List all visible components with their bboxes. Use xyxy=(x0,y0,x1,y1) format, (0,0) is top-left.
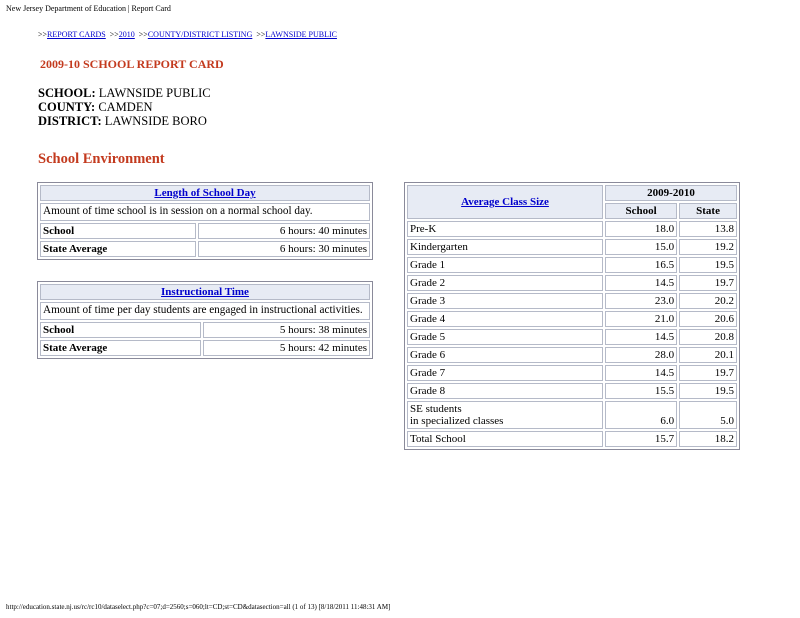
length-of-day-description: Amount of time school is in session on a normal school day. xyxy=(40,203,370,221)
instructional-time-table xyxy=(37,281,373,359)
table-row: State Average 6 hours: 30 minutes xyxy=(40,241,370,257)
table-row: Kindergarten 15.0 19.2 xyxy=(407,239,737,255)
breadcrumb: >>REPORT CARDS >>2010 >>COUNTY/DISTRICT LISTING >>LAWNSIDE PUBLIC xyxy=(38,30,337,39)
table-row: Grade 2 14.5 19.7 xyxy=(407,275,737,291)
table-row: Grade 7 14.5 19.7 xyxy=(407,365,737,381)
table-row: Pre-K 18.0 13.8 xyxy=(407,221,737,237)
section-title: School Environment xyxy=(38,151,165,167)
table-row: Total School 15.7 18.2 xyxy=(407,431,737,447)
average-class-size-table xyxy=(404,182,740,450)
breadcrumb-report-cards[interactable]: REPORT CARDS xyxy=(47,30,106,39)
table-row: SE students in specialized classes 6.0 5.0 xyxy=(407,401,737,429)
table-row: Grade 1 16.5 19.5 xyxy=(407,257,737,273)
table-row: School 5 hours: 38 minutes xyxy=(40,322,370,338)
school-column-header: School xyxy=(605,203,677,219)
table-row: Grade 8 15.5 19.5 xyxy=(407,383,737,399)
table-row: Grade 4 21.0 20.6 xyxy=(407,311,737,327)
report-title: 2009-10 SCHOOL REPORT CARD xyxy=(40,57,224,71)
school-name: LAWNSIDE PUBLIC xyxy=(98,86,211,100)
length-of-school-day-table xyxy=(37,182,373,260)
table-row: State Average 5 hours: 42 minutes xyxy=(40,340,370,356)
district-name: LAWNSIDE BORO xyxy=(104,114,207,128)
year-header: 2009-2010 xyxy=(605,185,737,201)
county-name: CAMDEN xyxy=(98,100,153,114)
page-footer-url: http://education.state.nj.us/rc/rc10/dataselect.php?c=07;d=2560;s=060;lt=CD;st=CD&datasection=all (1 of 13) [8/18/2011 11:48:31 AM] xyxy=(6,603,391,611)
breadcrumb-lawnside-public[interactable]: LAWNSIDE PUBLIC xyxy=(265,30,337,39)
table-row: School 6 hours: 40 minutes xyxy=(40,223,370,239)
breadcrumb-county-district-listing[interactable]: COUNTY/DISTRICT LISTING xyxy=(147,30,253,39)
page-header: New Jersey Department of Education | Report Card xyxy=(6,4,171,13)
instructional-time-link[interactable]: Instructional Time xyxy=(161,286,249,298)
table-row: Grade 5 14.5 20.8 xyxy=(407,329,737,345)
table-row: Grade 3 23.0 20.2 xyxy=(407,293,737,309)
instructional-time-description: Amount of time per day students are engaged in instructional activities. xyxy=(40,302,370,320)
school-info: SCHOOL: LAWNSIDE PUBLIC COUNTY: CAMDEN DISTRICT: LAWNSIDE BORO xyxy=(38,86,211,128)
length-of-school-day-link[interactable]: Length of School Day xyxy=(154,187,256,199)
state-column-header: State xyxy=(679,203,737,219)
table-row: Grade 6 28.0 20.1 xyxy=(407,347,737,363)
average-class-size-link[interactable]: Average Class Size xyxy=(461,196,549,208)
breadcrumb-2010[interactable]: 2010 xyxy=(118,30,135,39)
